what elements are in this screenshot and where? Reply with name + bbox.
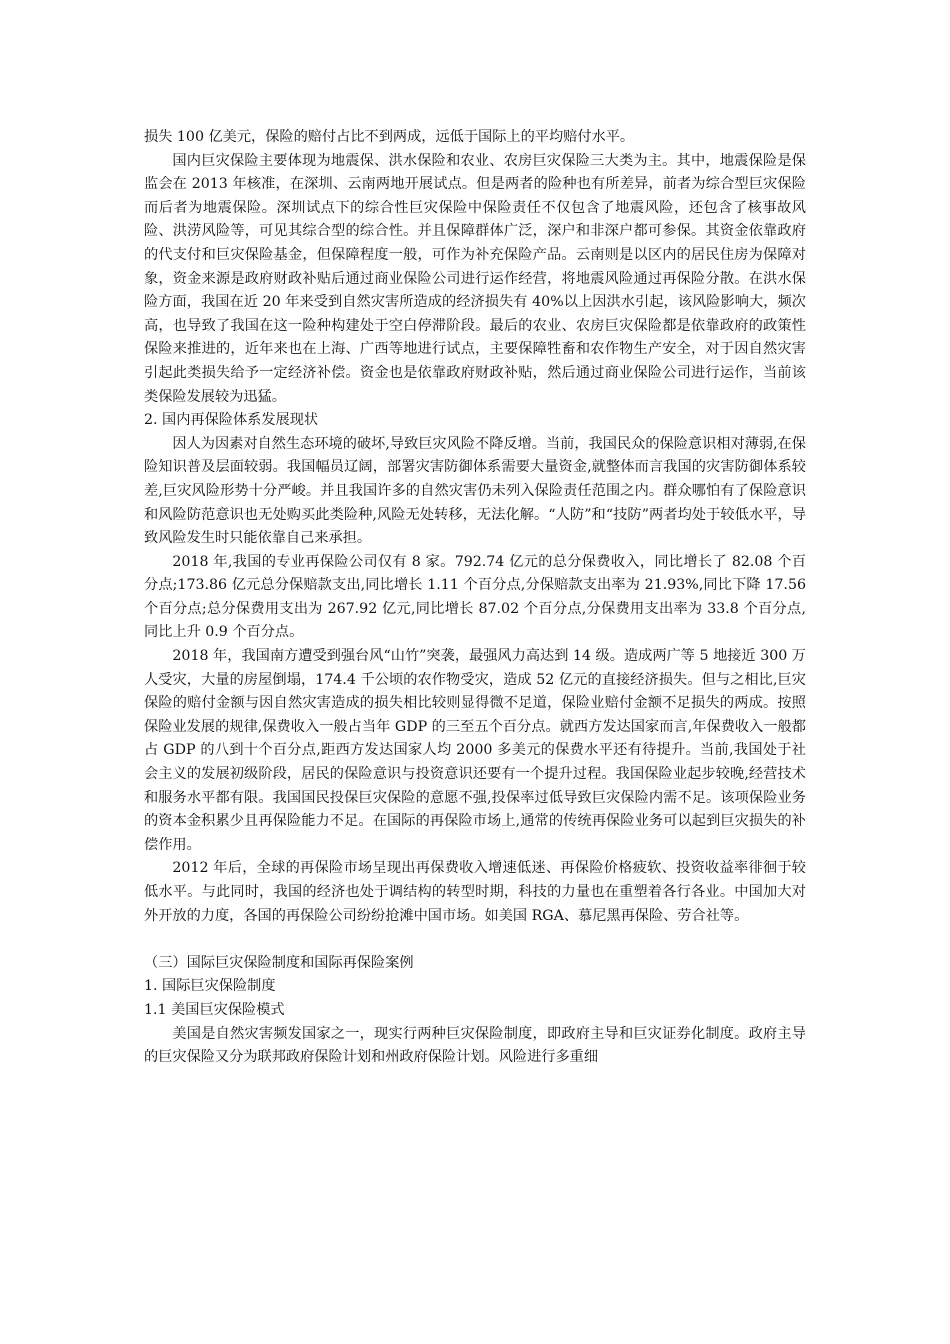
paragraph-typhoon-mangkhut: 2018 年，我国南方遭受到强台风“山竹”突袭，最强风力高达到 14 级。造成两广等 5 地接近 300 万人受灾，大量的房屋倒塌，174.4 千公顷的农作物受灾，造成 52 亿元的直接经济损失。但与之相比,巨灾保险的赔付金额与因自然灾害造成的损失相比较则显得微不足道，保险业赔付金额不足损失的两成。按照保险业发展的规律,保费收入一般占当年 GDP 的三至五个百分点。就西方发达国家而言,年保费收入一般都占 GDP 的八到十个百分点,距西方发达国家人均 2000 多美元的保费水平还有待提升。当前,我国处于社会主义的发展初级阶段，居民的保险意识与投资意识还要有一个提升过程。我国保险业起步较晚,经营技术和服务水平都有限。我国国民投保巨灾保险的意愿不强,投保率过低导致巨灾保险内需不足。该项保险业务的资本金积累少且再保险能力不足。在国际的再保险市场上,通常的传统再保险业务可以起到巨灾损失的补偿作用。: [144, 648, 806, 853]
paragraph-2012-global-market: 2012 年后，全球的再保险市场呈现出再保费收入增速低迷、再保险价格疲软、投资收益率徘徊于较低水平。与此同时，我国的经济也处于调结构的转型时期，科技的力量也在重塑着各行各业。中国加大对外开放的力度，各国的再保险公司纷纷抢滩中国市场。如美国 RGA、慕尼黑再保险、劳合社等。: [144, 860, 806, 924]
paragraph-us-catastrophe-system: 美国是自然灾害频发国家之一，现实行两种巨灾保险制度，即政府主导和巨灾证券化制度。政府主导的巨灾保险又分为联邦政府保险计划和州政府保险计划。风险进行多重细: [144, 1025, 806, 1066]
document-page: [144, 126, 806, 1070]
paragraph-loss-summary: 损失 100 亿美元，保险的赔付占比不到两成，远低于国际上的平均赔付水平。: [144, 129, 635, 145]
paragraph-gap: [144, 928, 806, 952]
section-heading-domestic-reinsurance: 2. 国内再保险体系发展现状: [144, 412, 319, 429]
paragraph-2018-reinsurance-stats: 2018 年,我国的专业再保险公司仅有 8 家。792.74 亿元的总分保费收入，同比增长了 82.08 个百分点;173.86 亿元总分保赔款支出,同比增长 1.11 个百分点,分保赔款支出率为 21.93%,同比下降 17.56 个百分点;总分保费用支出为 267.92 亿元,同比增长 87.02 个百分点,分保费用支出率为 33.8 个百分点,同比上升 0.9 个百分点。: [144, 553, 806, 641]
subsection-heading-us-model: 1.1 美国巨灾保险模式: [144, 1001, 285, 1018]
section-heading-international: （三）国际巨灾保险制度和国际再保险案例: [144, 954, 414, 971]
paragraph-risk-awareness: 因人为因素对自然生态环境的破坏,导致巨灾风险不降反增。当前，我国民众的保险意识相对薄弱,在保险知识普及层面较弱。我国幅员辽阔，部署灾害防御体系需要大量资金,就整体而言我国的灾害防御体系较差,巨灾风险形势十分严峻。并且我国许多的自然灾害仍未列入保险责任范围之内。群众哪怕有了保险意识和风险防范意识也无处购买此类险种,风险无处转移，无法化解。“人防”和“技防”两者均处于较低水平，导致风险发生时只能依靠自己来承担。: [144, 435, 806, 547]
subsection-heading-international-system: 1. 国际巨灾保险制度: [144, 978, 276, 995]
paragraph-domestic-catastrophe-insurance: 国内巨灾保险主要体现为地震保、洪水保险和农业、农房巨灾保险三大类为主。其中，地震保险是保监会在 2013 年核准，在深圳、云南两地开展试点。但是两者的险种也有所差异，前者为综合型巨灾保险而后者为地震保险。深圳试点下的综合性巨灾保险中保险责任不仅包含了地震风险，还包含了核事故风险、洪涝风险等，可见其综合型的综合性。并且保障群体广泛，深户和非深户都可参保。其资金依靠政府的代支付和巨灾保险基金，但保障程度一般，可作为补充保险产品。云南则是以区内的居民住房为保障对象，资金来源是政府财政补贴后通过商业保险公司进行运作经营，将地震风险通过再保险分散。在洪水保险方面，我国在近 20 年来受到自然灾害所造成的经济损失有 40%以上因洪水引起，该风险影响大，频次高，也导致了我国在这一险种构建处于空白停滞阶段。最后的农业、农房巨灾保险都是依靠政府的政策性保险来推进的，近年来也在上海、广西等地进行试点，主要保障牲畜和农作物生产安全，对于因自然灾害引起此类损失给予一定经济补偿。资金也是依靠政府财政补贴，然后通过商业保险公司进行运作，当前该类保险发展较为迅猛。: [144, 152, 806, 405]
